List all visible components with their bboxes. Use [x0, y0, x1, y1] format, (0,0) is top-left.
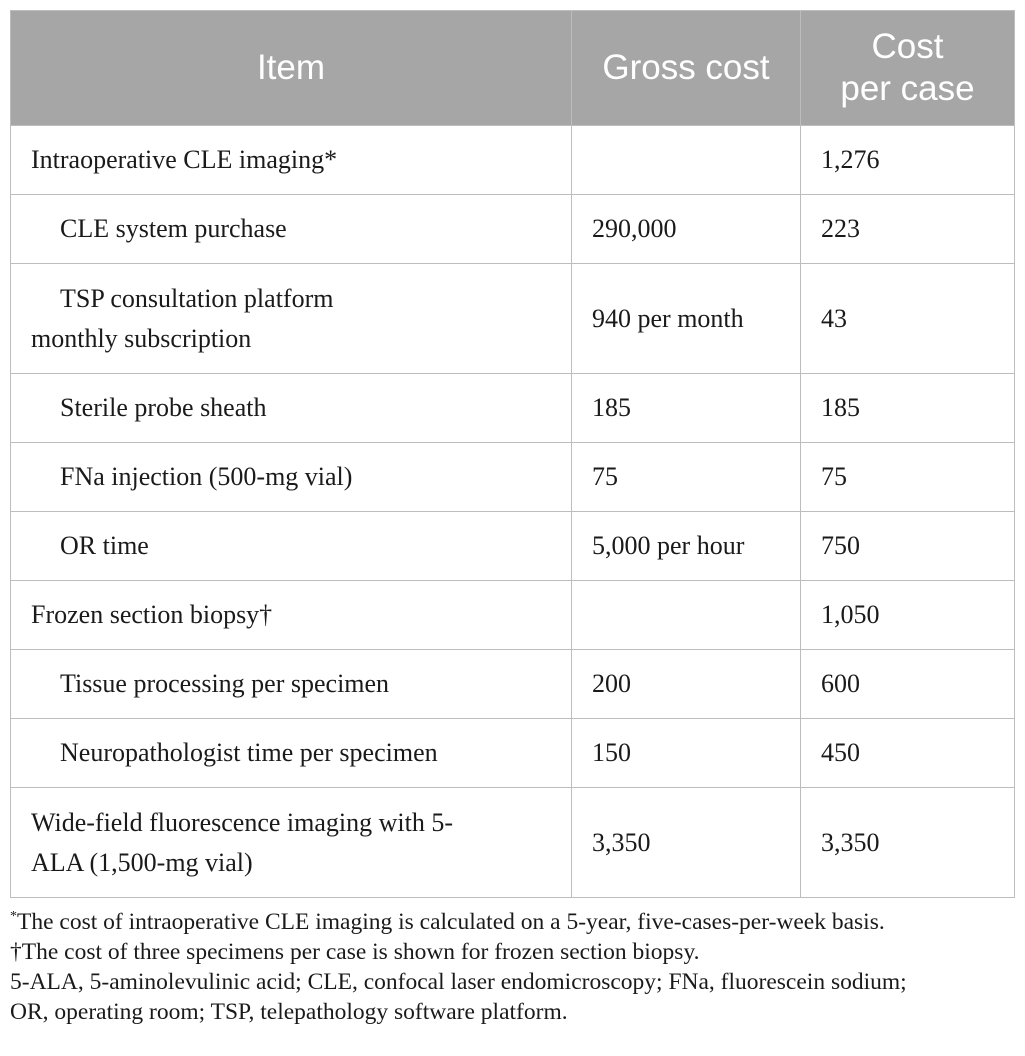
table-row — [11, 788, 1015, 898]
table-row — [11, 264, 1015, 374]
gross-cost-cell: 290,000 — [572, 195, 801, 264]
gross-cost-cell — [572, 581, 801, 650]
table-header-row — [11, 11, 1015, 126]
gross-cost-cell: 150 — [572, 719, 801, 788]
cost-per-case-cell: 185 — [801, 374, 1015, 443]
header-cost-per-case-line1: Cost — [871, 27, 944, 66]
item-cell — [11, 650, 572, 719]
item-label-line2: monthly subscription — [31, 323, 252, 353]
table-row — [11, 581, 1015, 650]
gross-cost-cell: 200 — [572, 650, 801, 719]
gross-cost-cell: 940 per month — [572, 264, 801, 374]
table-row — [11, 195, 1015, 264]
footnote-star — [10, 907, 1020, 937]
cost-per-case-cell: 3,350 — [801, 788, 1015, 898]
item-label-line1: TSP consultation platform — [60, 283, 334, 313]
footnote-star-text: The cost of intraoperative CLE imaging is calculated on a 5-year, five-cases-per-week basis. — [17, 909, 885, 935]
table-row — [11, 126, 1015, 195]
cost-table-container — [10, 10, 1014, 898]
footnote-abbreviations-line1: 5-ALA, 5-aminolevulinic acid; CLE, confocal laser endomicroscopy; FNa, fluorescein sodium; — [10, 969, 907, 995]
table-row — [11, 719, 1015, 788]
item-cell — [11, 374, 572, 443]
cost-per-case-cell: 1,276 — [801, 126, 1015, 195]
item-label: FNa injection (500-mg vial) — [60, 462, 353, 491]
gross-cost-cell: 3,350 — [572, 788, 801, 898]
cost-per-case-cell: 450 — [801, 719, 1015, 788]
footnote-star-marker: * — [10, 909, 17, 924]
item-label: Frozen section biopsy† — [31, 600, 273, 629]
cost-per-case-cell: 750 — [801, 512, 1015, 581]
item-label: Neuropathologist time per specimen — [60, 738, 438, 767]
item-cell — [11, 788, 572, 898]
gross-cost-cell: 75 — [572, 443, 801, 512]
footnote-abbreviations-line2: OR, operating room; TSP, telepathology software platform. — [10, 999, 568, 1025]
gross-cost-cell: 185 — [572, 374, 801, 443]
item-cell — [11, 126, 572, 195]
cost-per-case-cell: 600 — [801, 650, 1015, 719]
cost-per-case-cell: 1,050 — [801, 581, 1015, 650]
item-label: CLE system purchase — [60, 214, 287, 243]
item-cell — [11, 264, 572, 374]
gross-cost-cell: 5,000 per hour — [572, 512, 801, 581]
table-row — [11, 512, 1015, 581]
header-cost-per-case — [801, 11, 1015, 126]
cost-per-case-cell: 43 — [801, 264, 1015, 374]
gross-cost-cell — [572, 126, 801, 195]
item-cell — [11, 443, 572, 512]
cost-comparison-table — [10, 10, 1015, 898]
item-cell — [11, 719, 572, 788]
header-cost-per-case-line2: per case — [840, 69, 975, 108]
cost-per-case-cell: 223 — [801, 195, 1015, 264]
item-label: OR time — [60, 531, 149, 560]
header-gross-cost: Gross cost — [572, 11, 801, 126]
table-row — [11, 650, 1015, 719]
footnote-dagger: †The cost of three specimens per case is shown for frozen section biopsy. — [10, 939, 700, 965]
item-cell — [11, 195, 572, 264]
item-cell — [11, 512, 572, 581]
item-label: Intraoperative CLE imaging* — [31, 145, 338, 174]
table-footnotes — [10, 907, 1020, 1027]
cost-per-case-cell: 75 — [801, 443, 1015, 512]
item-label-line1: Wide-field fluorescence imaging with 5- — [31, 807, 454, 837]
item-label: Tissue processing per specimen — [60, 669, 390, 698]
header-item: Item — [11, 11, 572, 126]
table-row — [11, 374, 1015, 443]
item-label-line2: ALA (1,500-mg vial) — [31, 847, 253, 877]
item-label: Sterile probe sheath — [60, 393, 267, 422]
table-row — [11, 443, 1015, 512]
item-cell — [11, 581, 572, 650]
